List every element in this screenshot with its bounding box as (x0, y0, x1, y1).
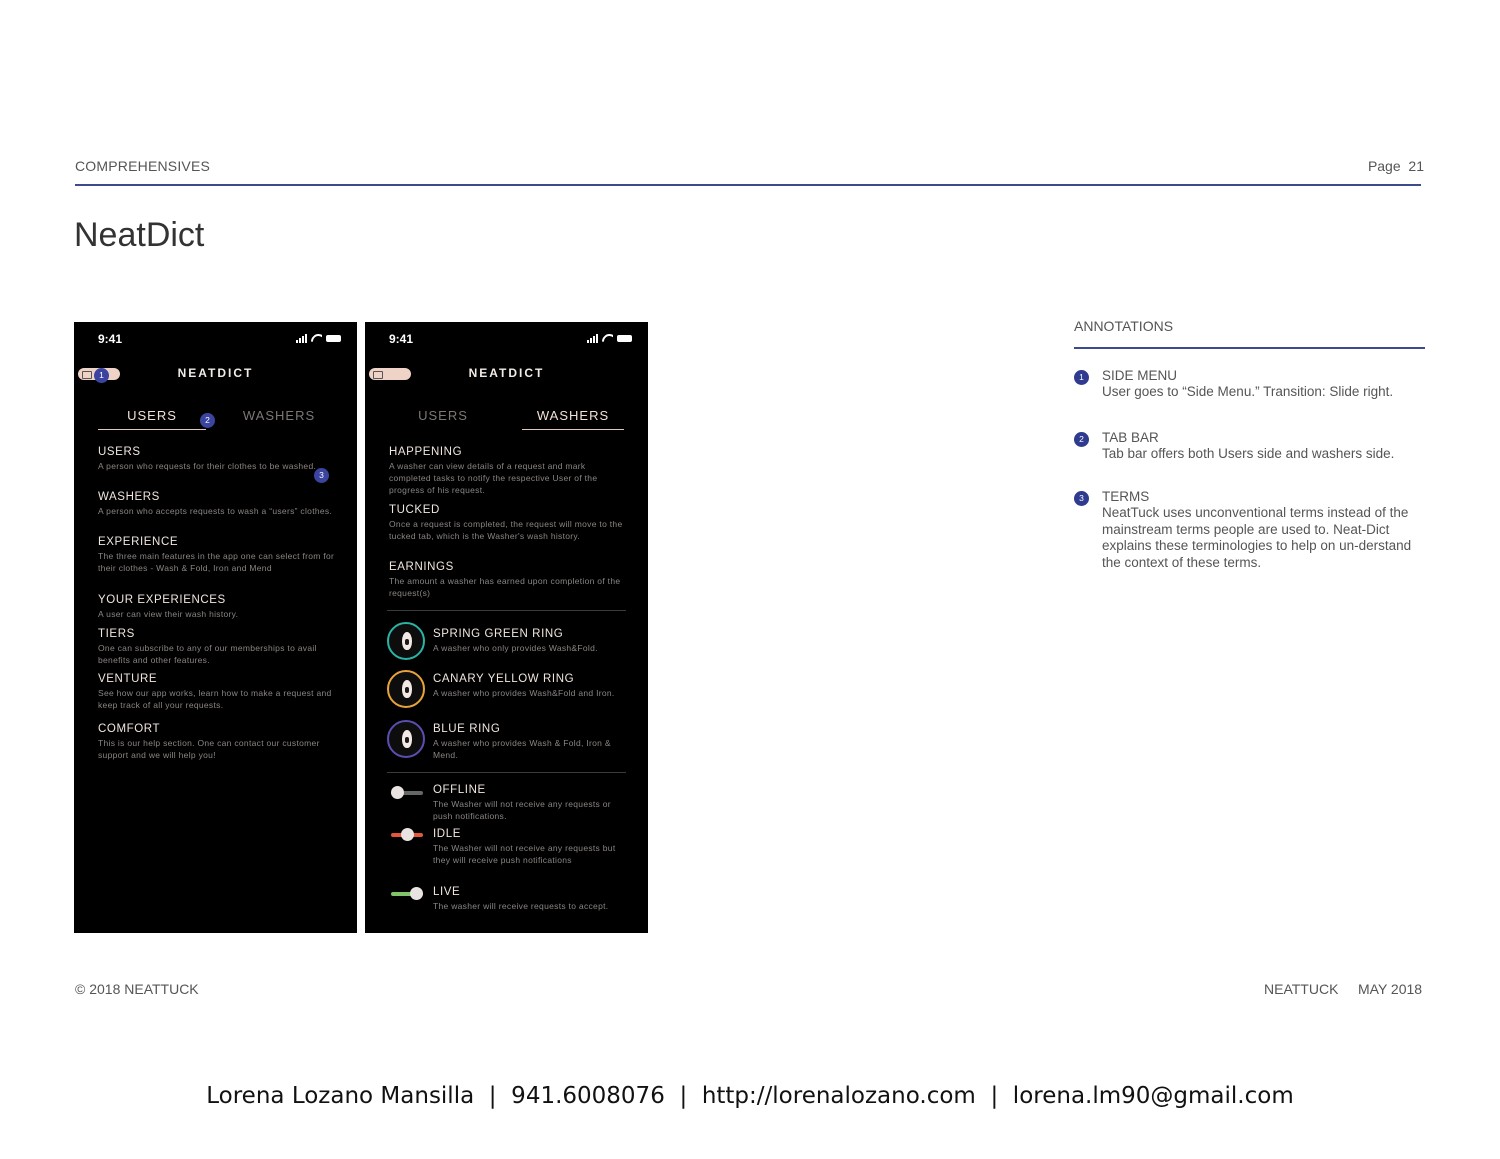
status-desc: The Washer will not receive any requests or push notifications. (433, 799, 611, 821)
divider (387, 610, 626, 611)
live-toggle-icon (391, 892, 423, 896)
term-happening (389, 446, 628, 496)
term-desc: A person who requests for their clothes to be washed. (98, 461, 317, 471)
canary-yellow-ring-icon (387, 670, 425, 708)
tab-users[interactable]: USERS (418, 408, 468, 423)
section-label: COMPREHENSIVES (75, 158, 211, 174)
term-name: VENTURE (98, 673, 158, 685)
offline-toggle-icon (391, 791, 423, 795)
annotation-title: TERMS (1102, 489, 1150, 504)
term-name: TIERS (98, 628, 135, 640)
status-icons (587, 334, 632, 343)
term-comfort (98, 723, 337, 761)
phone-users-screen (74, 322, 357, 933)
annotation-number: 3 (1074, 491, 1089, 506)
ring-name: CANARY YELLOW RING (433, 673, 575, 685)
term-desc: A user can view their wash history. (98, 609, 239, 619)
term-earnings (389, 561, 628, 599)
term-desc: A washer can view details of a request and mark completed tasks to notify the respective User of the progress of his request. (389, 461, 598, 495)
app-title: NEATDICT (468, 366, 545, 380)
spring-green-ring-icon (387, 622, 425, 660)
tab-washers[interactable]: WASHERS (522, 408, 624, 430)
annotation-marker-1: 1 (94, 368, 109, 383)
ring-blue (433, 723, 628, 761)
status-name: OFFLINE (433, 784, 486, 796)
blue-ring-icon (387, 720, 425, 758)
tab-users[interactable]: USERS (98, 408, 206, 430)
header-divider (75, 184, 1421, 186)
ring-desc: A washer who provides Wash&Fold and Iron. (433, 688, 615, 698)
term-name: TUCKED (389, 504, 440, 516)
battery-icon (326, 335, 341, 342)
annotation-desc: NeatTuck uses unconventional terms instead of the mainstream terms people are used to. Neat-Dict explains these terminologies to help on un-derstand the context of these terms. (1102, 505, 1412, 570)
status-time: 9:41 (98, 332, 123, 346)
page-title: NeatDict (74, 216, 205, 254)
battery-icon (617, 335, 632, 342)
term-venture (98, 673, 337, 711)
annotation-desc: Tab bar offers both Users side and washers side. (1102, 446, 1395, 461)
status-time: 9:41 (389, 332, 414, 346)
term-name: EXPERIENCE (98, 536, 179, 548)
term-desc: The three main features in the app one can select from for their clothes - Wash & Fold, Iron and Mend (98, 551, 335, 573)
status-name: IDLE (433, 828, 461, 840)
term-name: WASHERS (98, 491, 160, 503)
ring-canary-yellow (433, 673, 628, 699)
phone-washers-screen (365, 322, 648, 933)
term-desc: Once a request is completed, the request will move to the tucked tab, which is the Washer's wash history. (389, 519, 623, 541)
term-name: YOUR EXPERIENCES (98, 594, 226, 606)
idle-toggle-icon (391, 833, 423, 837)
annotations-heading: ANNOTATIONS (1074, 318, 1174, 334)
ring-desc: A washer who only provides Wash&Fold. (433, 643, 598, 653)
annotation-title: TAB BAR (1102, 430, 1159, 445)
copyright: © 2018 NEATTUCK (75, 981, 199, 997)
status-desc: The Washer will not receive any requests but they will receive push notifications (433, 843, 616, 865)
status-offline (433, 784, 628, 822)
annotation-terms (1074, 489, 1426, 571)
wifi-icon (602, 334, 613, 343)
signal-icon (587, 334, 598, 343)
footer-brand: NEATTUCK (1264, 981, 1339, 997)
ring-spring-green (433, 628, 628, 654)
term-desc: A person who accepts requests to wash a “users” clothes. (98, 506, 333, 516)
annotation-number: 2 (1074, 432, 1089, 447)
term-your-experiences (98, 594, 337, 620)
term-tiers (98, 628, 337, 666)
status-name: LIVE (433, 886, 461, 898)
page-number (1368, 158, 1424, 174)
status-live (433, 886, 628, 912)
tab-bar (389, 408, 624, 432)
status-icons (296, 334, 341, 343)
status-desc: The washer will receive requests to accept. (433, 901, 609, 911)
annotation-number: 1 (1074, 370, 1089, 385)
ring-name: BLUE RING (433, 723, 501, 735)
tab-washers[interactable]: WASHERS (242, 408, 316, 423)
annotation-tab-bar (1074, 430, 1426, 463)
term-name: USERS (98, 446, 141, 458)
term-experience (98, 536, 337, 574)
term-desc: See how our app works, learn how to make a request and keep track of all your requests. (98, 688, 332, 710)
term-desc: The amount a washer has earned upon completion of the request(s) (389, 576, 621, 598)
tab-bar (98, 408, 333, 432)
term-desc: This is our help section. One can contact our customer support and we will help you! (98, 738, 320, 760)
contact-line: Lorena Lozano Mansilla | 941.6008076 | http://lorenalozano.com | lorena.lm90@gmail.com (206, 1083, 1294, 1109)
divider (387, 772, 626, 773)
term-desc: One can subscribe to any of our memberships to avail benefits and other features. (98, 643, 317, 665)
annotation-marker-2: 2 (200, 413, 215, 428)
page-number-value: 21 (1408, 158, 1424, 174)
footer-date: MAY 2018 (1358, 981, 1423, 997)
annotations-divider (1074, 347, 1425, 349)
status-idle (433, 828, 628, 866)
annotation-desc: User goes to “Side Menu.” Transition: Slide right. (1102, 384, 1394, 399)
term-tucked (389, 504, 628, 542)
annotation-side-menu (1074, 368, 1426, 401)
term-washers (98, 491, 337, 517)
term-users (98, 446, 337, 472)
term-name: COMFORT (98, 723, 161, 735)
page-label: Page (1367, 158, 1401, 174)
term-name: HAPPENING (389, 446, 463, 458)
annotation-marker-3: 3 (314, 468, 329, 483)
term-name: EARNINGS (389, 561, 454, 573)
ring-desc: A washer who provides Wash & Fold, Iron & Mend. (433, 738, 611, 760)
annotation-title: SIDE MENU (1102, 368, 1178, 383)
signal-icon (296, 334, 307, 343)
app-title: NEATDICT (177, 366, 254, 380)
ring-name: SPRING GREEN RING (433, 628, 564, 640)
wifi-icon (311, 334, 322, 343)
